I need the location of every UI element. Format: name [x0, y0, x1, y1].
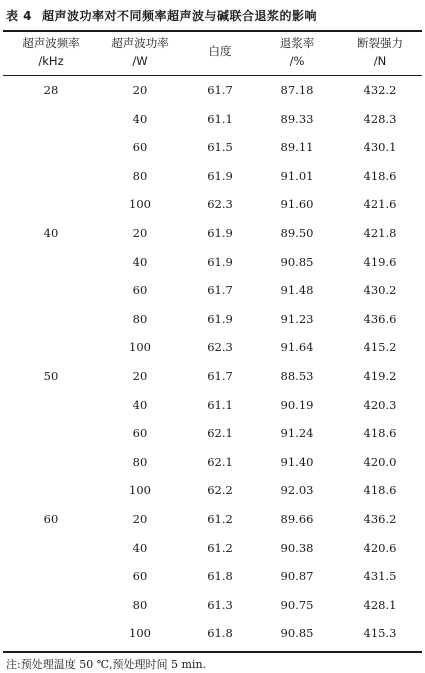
- cell-power: 40: [132, 540, 148, 555]
- cell-desizing-rate: 88.53: [280, 368, 314, 383]
- cell-whiteness: 61.8: [207, 569, 233, 584]
- header-rule: [3, 75, 422, 76]
- top-rule: [3, 30, 422, 32]
- table-row: [0, 221, 425, 250]
- cell-power: 100: [129, 626, 151, 641]
- cell-frequency: 50: [43, 368, 59, 383]
- cell-power: 20: [132, 225, 148, 240]
- cell-power: 80: [132, 168, 148, 183]
- header-whiteness-name: 白度: [208, 44, 232, 58]
- table-row: [0, 135, 425, 164]
- cell-desizing-rate: 90.19: [280, 397, 314, 412]
- cell-whiteness: 61.9: [207, 254, 233, 269]
- cell-power: 40: [132, 397, 148, 412]
- cell-whiteness: 61.5: [207, 140, 233, 155]
- cell-power: 60: [132, 140, 148, 155]
- table-row: [0, 335, 425, 364]
- cell-whiteness: 62.2: [207, 483, 233, 498]
- table-row: [0, 450, 425, 479]
- cell-frequency: 60: [43, 511, 59, 526]
- bottom-rule: [3, 651, 422, 653]
- cell-breaking-strength: 430.2: [363, 283, 397, 298]
- cell-whiteness: 62.1: [207, 454, 233, 469]
- cell-breaking-strength: 428.1: [363, 597, 397, 612]
- cell-frequency: 28: [43, 83, 59, 97]
- cell-desizing-rate: 91.24: [280, 426, 314, 441]
- cell-whiteness: 61.9: [207, 225, 233, 240]
- header-frequency-unit: /kHz: [38, 54, 64, 68]
- cell-breaking-strength: 419.6: [363, 254, 397, 269]
- table-number: 表 4: [6, 9, 33, 23]
- cell-desizing-rate: 87.18: [280, 83, 314, 97]
- header-breaking-strength: [340, 34, 420, 70]
- header-desizing-rate-unit: /%: [289, 54, 305, 68]
- cell-frequency: 40: [43, 225, 59, 240]
- table-row: [0, 364, 425, 393]
- cell-breaking-strength: 436.6: [363, 311, 397, 326]
- cell-power: 40: [132, 111, 148, 126]
- cell-power: 80: [132, 597, 148, 612]
- cell-desizing-rate: 89.11: [280, 140, 314, 155]
- table-row: [0, 250, 425, 279]
- cell-whiteness: 61.7: [207, 368, 233, 383]
- cell-breaking-strength: 431.5: [363, 569, 397, 584]
- table-row: [0, 278, 425, 307]
- cell-power: 60: [132, 569, 148, 584]
- table-row: [0, 107, 425, 136]
- cell-whiteness: 61.3: [207, 597, 233, 612]
- cell-power: 20: [132, 511, 148, 526]
- table-header: [0, 34, 425, 74]
- cell-power: 40: [132, 254, 148, 269]
- cell-power: 80: [132, 311, 148, 326]
- cell-desizing-rate: 90.85: [280, 254, 314, 269]
- table-row: [0, 78, 425, 107]
- cell-whiteness: 61.1: [207, 111, 233, 126]
- cell-desizing-rate: 91.40: [280, 454, 314, 469]
- cell-breaking-strength: 418.6: [363, 168, 397, 183]
- cell-whiteness: 61.8: [207, 626, 233, 641]
- table-title: [6, 7, 421, 24]
- header-desizing-rate-name: 退浆率: [279, 36, 315, 50]
- table-row: [0, 478, 425, 507]
- cell-desizing-rate: 91.23: [280, 311, 314, 326]
- cell-breaking-strength: 415.3: [363, 626, 397, 641]
- cell-power: 20: [132, 83, 148, 97]
- cell-breaking-strength: 432.2: [363, 83, 397, 97]
- header-desizing-rate: [262, 34, 332, 70]
- header-whiteness: [190, 42, 250, 60]
- cell-breaking-strength: 420.0: [363, 454, 397, 469]
- table-row: [0, 536, 425, 565]
- header-power-name: 超声波功率: [111, 36, 169, 50]
- cell-breaking-strength: 420.3: [363, 397, 397, 412]
- cell-whiteness: 61.1: [207, 397, 233, 412]
- header-breaking-strength-unit: /N: [373, 54, 387, 68]
- cell-power: 20: [132, 368, 148, 383]
- header-power-unit: /W: [132, 54, 148, 68]
- table-body: [0, 78, 425, 650]
- cell-breaking-strength: 421.8: [363, 225, 397, 240]
- cell-desizing-rate: 89.33: [280, 111, 314, 126]
- cell-whiteness: 62.3: [207, 340, 233, 355]
- cell-whiteness: 61.2: [207, 511, 233, 526]
- cell-breaking-strength: 419.2: [363, 368, 397, 383]
- cell-whiteness: 61.2: [207, 540, 233, 555]
- table-note: 注:预处理温度 50 ℃,预处理时间 5 min.: [6, 658, 207, 671]
- table-row: [0, 564, 425, 593]
- cell-whiteness: 61.7: [207, 83, 233, 97]
- header-frequency: [12, 34, 90, 70]
- cell-breaking-strength: 430.1: [363, 140, 397, 155]
- cell-desizing-rate: 89.66: [280, 511, 314, 526]
- cell-breaking-strength: 428.3: [363, 111, 397, 126]
- cell-desizing-rate: 91.60: [280, 197, 314, 212]
- cell-desizing-rate: 90.87: [280, 569, 314, 584]
- cell-power: 80: [132, 454, 148, 469]
- cell-desizing-rate: 91.01: [280, 168, 314, 183]
- table-row: [0, 621, 425, 650]
- cell-desizing-rate: 90.75: [280, 597, 314, 612]
- cell-breaking-strength: 421.6: [363, 197, 397, 212]
- header-frequency-name: 超声波频率: [22, 36, 80, 50]
- cell-power: 60: [132, 283, 148, 298]
- cell-power: 100: [129, 340, 151, 355]
- cell-whiteness: 61.9: [207, 311, 233, 326]
- cell-breaking-strength: 436.2: [363, 511, 397, 526]
- cell-whiteness: 62.3: [207, 197, 233, 212]
- cell-whiteness: 62.1: [207, 426, 233, 441]
- header-power: [100, 34, 180, 70]
- table-row: [0, 307, 425, 336]
- cell-desizing-rate: 91.48: [280, 283, 314, 298]
- header-breaking-strength-name: 断裂强力: [357, 36, 403, 50]
- table-row: [0, 507, 425, 536]
- table-caption: 超声波功率对不同频率超声波与碱联合退浆的影响: [42, 9, 318, 23]
- cell-desizing-rate: 90.85: [280, 626, 314, 641]
- cell-power: 100: [129, 483, 151, 498]
- cell-breaking-strength: 418.6: [363, 426, 397, 441]
- cell-breaking-strength: 415.2: [363, 340, 397, 355]
- table-row: [0, 593, 425, 622]
- table-row: [0, 164, 425, 193]
- cell-desizing-rate: 92.03: [280, 483, 314, 498]
- cell-whiteness: 61.9: [207, 168, 233, 183]
- table-row: [0, 192, 425, 221]
- cell-desizing-rate: 90.38: [280, 540, 314, 555]
- cell-desizing-rate: 91.64: [280, 340, 314, 355]
- cell-breaking-strength: 420.6: [363, 540, 397, 555]
- cell-whiteness: 61.7: [207, 283, 233, 298]
- table-row: [0, 421, 425, 450]
- table-row: [0, 393, 425, 422]
- cell-desizing-rate: 89.50: [280, 225, 314, 240]
- cell-breaking-strength: 418.6: [363, 483, 397, 498]
- cell-power: 100: [129, 197, 151, 212]
- cell-power: 60: [132, 426, 148, 441]
